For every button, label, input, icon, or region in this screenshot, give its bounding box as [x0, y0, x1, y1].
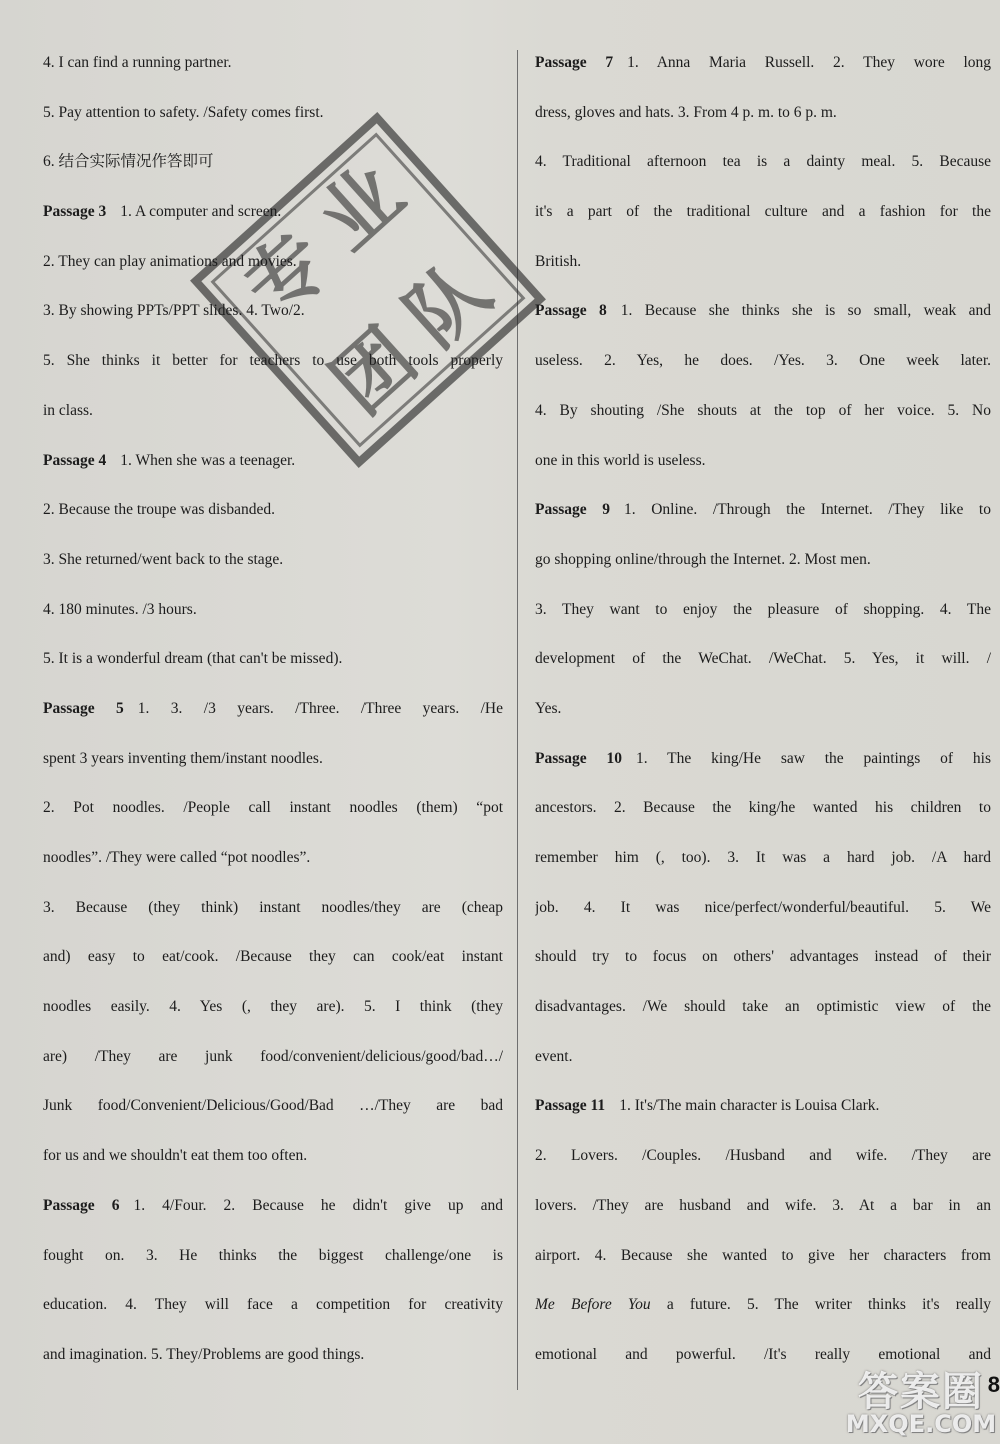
answer-line: [43, 38, 503, 88]
passage-label: Passage 3: [43, 203, 107, 221]
answer-line: [535, 1131, 991, 1181]
answer-text: 1. The king/He saw the paintings of his: [635, 749, 991, 767]
seal-char: 业: [301, 147, 421, 268]
answer-text: lovers. /They are husband and wife. 3. At a bar in an: [535, 1196, 991, 1214]
watermark-url: MXQE.COM: [845, 1410, 997, 1438]
answer-text: remember him (, too). 3. It was a hard job. /A hard: [535, 849, 991, 866]
answer-line: [43, 634, 503, 684]
answer-text: 4. I can find a running partner.: [43, 54, 232, 71]
answer-text: noodles easily. 4. Yes (, they are). 5. I think (they: [43, 998, 503, 1016]
answer-line: [535, 88, 991, 138]
answer-text: 5. She thinks it better for teachers to use both tools properly: [43, 352, 503, 370]
answer-text: 6. 结合实际情况作答即可: [43, 153, 214, 171]
answer-text: and imagination. 5. They/Problems are good things.: [43, 1345, 365, 1363]
answer-text: 1. When she was a teenager.: [120, 451, 296, 469]
answer-line: [43, 535, 503, 585]
answer-text: should try to focus on others' advantages instead of their: [535, 948, 991, 966]
answer-line: [535, 237, 991, 287]
answer-text: for us and we shouldn't eat them too often.: [43, 1147, 308, 1165]
answer-line: [43, 783, 503, 833]
answer-text: ancestors. 2. Because the king/he wanted his children to: [535, 799, 991, 817]
answer-text: 1. 3. /3 years. /Three. /Three years. /He: [137, 699, 503, 717]
answer-line: [535, 1081, 991, 1131]
answer-line: [43, 1081, 503, 1131]
answer-text: 3. By showing PPTs/PPT slides. 4. Two/2.: [43, 302, 305, 320]
answer-line: [535, 1280, 991, 1330]
answer-line: [43, 1231, 503, 1281]
answer-text: 3. They want to enjoy the pleasure of shopping. 4. The: [535, 600, 991, 618]
answer-line: [535, 833, 991, 883]
answer-text: 1. 4/Four. 2. Because he didn't give up and: [133, 1196, 503, 1214]
answer-text: 3. Because (they think) instant noodles/they are (cheap: [43, 898, 503, 916]
answer-text: disadvantages. /We should take an optimistic view of the: [535, 998, 991, 1016]
answer-text: Junk food/Convenient/Delicious/Good/Bad …/They are bad: [43, 1097, 503, 1115]
answer-text: event.: [535, 1047, 573, 1065]
answer-line: [535, 436, 991, 486]
answer-line: [535, 187, 991, 237]
answer-line: [43, 1181, 503, 1231]
answer-text: 3. She returned/went back to the stage.: [43, 550, 284, 568]
passage-label: Passage 7: [535, 54, 614, 71]
answer-line: [535, 585, 991, 635]
answer-text: airport. 4. Because she wanted to give her characters from: [535, 1246, 991, 1264]
answer-line: [535, 137, 991, 187]
answer-line: [43, 485, 503, 535]
answer-line: [43, 684, 503, 734]
passage-label: Passage 10: [535, 749, 622, 767]
watermark-title: 答案圈: [858, 1368, 984, 1415]
answer-line: [535, 336, 991, 386]
answer-line: [535, 485, 991, 535]
answer-text: it's a part of the traditional culture and a fashion for the: [535, 203, 991, 221]
answer-text: 1. Online. /Through the Internet. /They like to: [624, 501, 991, 519]
answer-text: emotional and powerful. /It's really emotional and: [535, 1345, 991, 1363]
answer-line: [535, 634, 991, 684]
passage-label: Passage 8: [535, 302, 607, 320]
passage-label: Passage 5: [43, 699, 124, 717]
answer-text: British.: [535, 252, 582, 270]
answer-line: [535, 932, 991, 982]
answer-text: 4. Traditional afternoon tea is a dainty meal. 5. Because: [535, 153, 991, 171]
seal-char: 团: [314, 311, 434, 432]
answer-line: [43, 436, 503, 486]
answer-text: fought on. 3. He thinks the biggest challenge/one is: [43, 1246, 503, 1264]
answer-line: [535, 982, 991, 1032]
answer-text: a future. 5. The writer thinks it's really: [650, 1296, 991, 1314]
answer-line: [43, 734, 503, 784]
answer-text: Yes.: [535, 699, 562, 717]
answer-line: [535, 38, 991, 88]
seal-char: 队: [388, 244, 508, 365]
answer-line: [43, 883, 503, 933]
answer-line: [43, 1330, 503, 1380]
column-divider: [517, 50, 518, 1390]
answer-text: 1. Because she thinks she is so small, weak and: [620, 302, 991, 320]
answer-line: [535, 1231, 991, 1281]
answer-text: noodles”. /They were called “pot noodles”.: [43, 849, 311, 866]
answer-line: [535, 286, 991, 336]
passage-label: Passage 4: [43, 451, 107, 469]
answer-line: [43, 932, 503, 982]
answer-text: go shopping online/through the Internet. 2. Most men.: [535, 550, 871, 568]
answer-text: 2. Lovers. /Couples. /Husband and wife. /They are: [535, 1147, 991, 1165]
answer-text: one in this world is useless.: [535, 451, 706, 469]
answer-text: 4. 180 minutes. /3 hours.: [43, 600, 197, 618]
answer-text: are) /They are junk food/convenient/delicious/good/bad…/: [43, 1047, 503, 1065]
answer-line: [535, 883, 991, 933]
answer-line: [43, 833, 503, 883]
answer-text: and) easy to eat/cook. /Because they can cook/eat instant: [43, 948, 503, 966]
answer-line: [535, 734, 991, 784]
answer-text: 2. Pot noodles. /People call instant noodles (them) “pot: [43, 799, 503, 817]
answer-text: spent 3 years inventing them/instant noodles.: [43, 749, 323, 767]
answer-text: 5. Pay attention to safety. /Safety comes first.: [43, 103, 324, 121]
answer-text: 5. It is a wonderful dream (that can't be missed).: [43, 650, 343, 668]
answer-line: [535, 386, 991, 436]
answer-text: development of the WeChat. /WeChat. 5. Yes, it will. /: [535, 650, 991, 668]
answer-text: 2. Because the troupe was disbanded.: [43, 501, 276, 519]
answer-text: 1. It's/The main character is Louisa Clark.: [619, 1097, 880, 1115]
answer-line: [43, 88, 503, 138]
answer-text: education. 4. They will face a competition for creativity: [43, 1296, 503, 1314]
passage-label: Passage 9: [535, 501, 611, 519]
answer-line: [535, 1181, 991, 1231]
right-column: [535, 38, 991, 1380]
answer-line: [535, 684, 991, 734]
answer-text: useless. 2. Yes, he does. /Yes. 3. One week later.: [535, 352, 991, 370]
answer-line: [535, 783, 991, 833]
book-title: Me Before You: [535, 1296, 651, 1314]
answer-text: in class.: [43, 401, 93, 419]
passage-label: Passage 11: [535, 1097, 606, 1115]
answer-line: [43, 1032, 503, 1082]
passage-label: Passage 6: [43, 1196, 120, 1214]
answer-line: [535, 1032, 991, 1082]
answer-text: 2. They can play animations and movies.: [43, 252, 297, 270]
page-number: 8: [987, 1372, 1000, 1397]
watermark-logo: [846, 1366, 996, 1440]
answer-text: 1. A computer and screen.: [120, 203, 282, 221]
answer-text: 4. By shouting /She shouts at the top of her voice. 5. No: [535, 401, 991, 419]
seal-char: 专: [227, 214, 347, 335]
answer-line: [43, 982, 503, 1032]
answer-line: [535, 535, 991, 585]
answer-line: [43, 585, 503, 635]
answer-text: 1. Anna Maria Russell. 2. They wore long: [627, 54, 991, 71]
answer-text: job. 4. It was nice/perfect/wonderful/beautiful. 5. We: [535, 898, 991, 916]
answer-text: dress, gloves and hats. 3. From 4 p. m. to 6 p. m.: [535, 103, 837, 121]
answer-line: [43, 1280, 503, 1330]
answer-line: [43, 1131, 503, 1181]
